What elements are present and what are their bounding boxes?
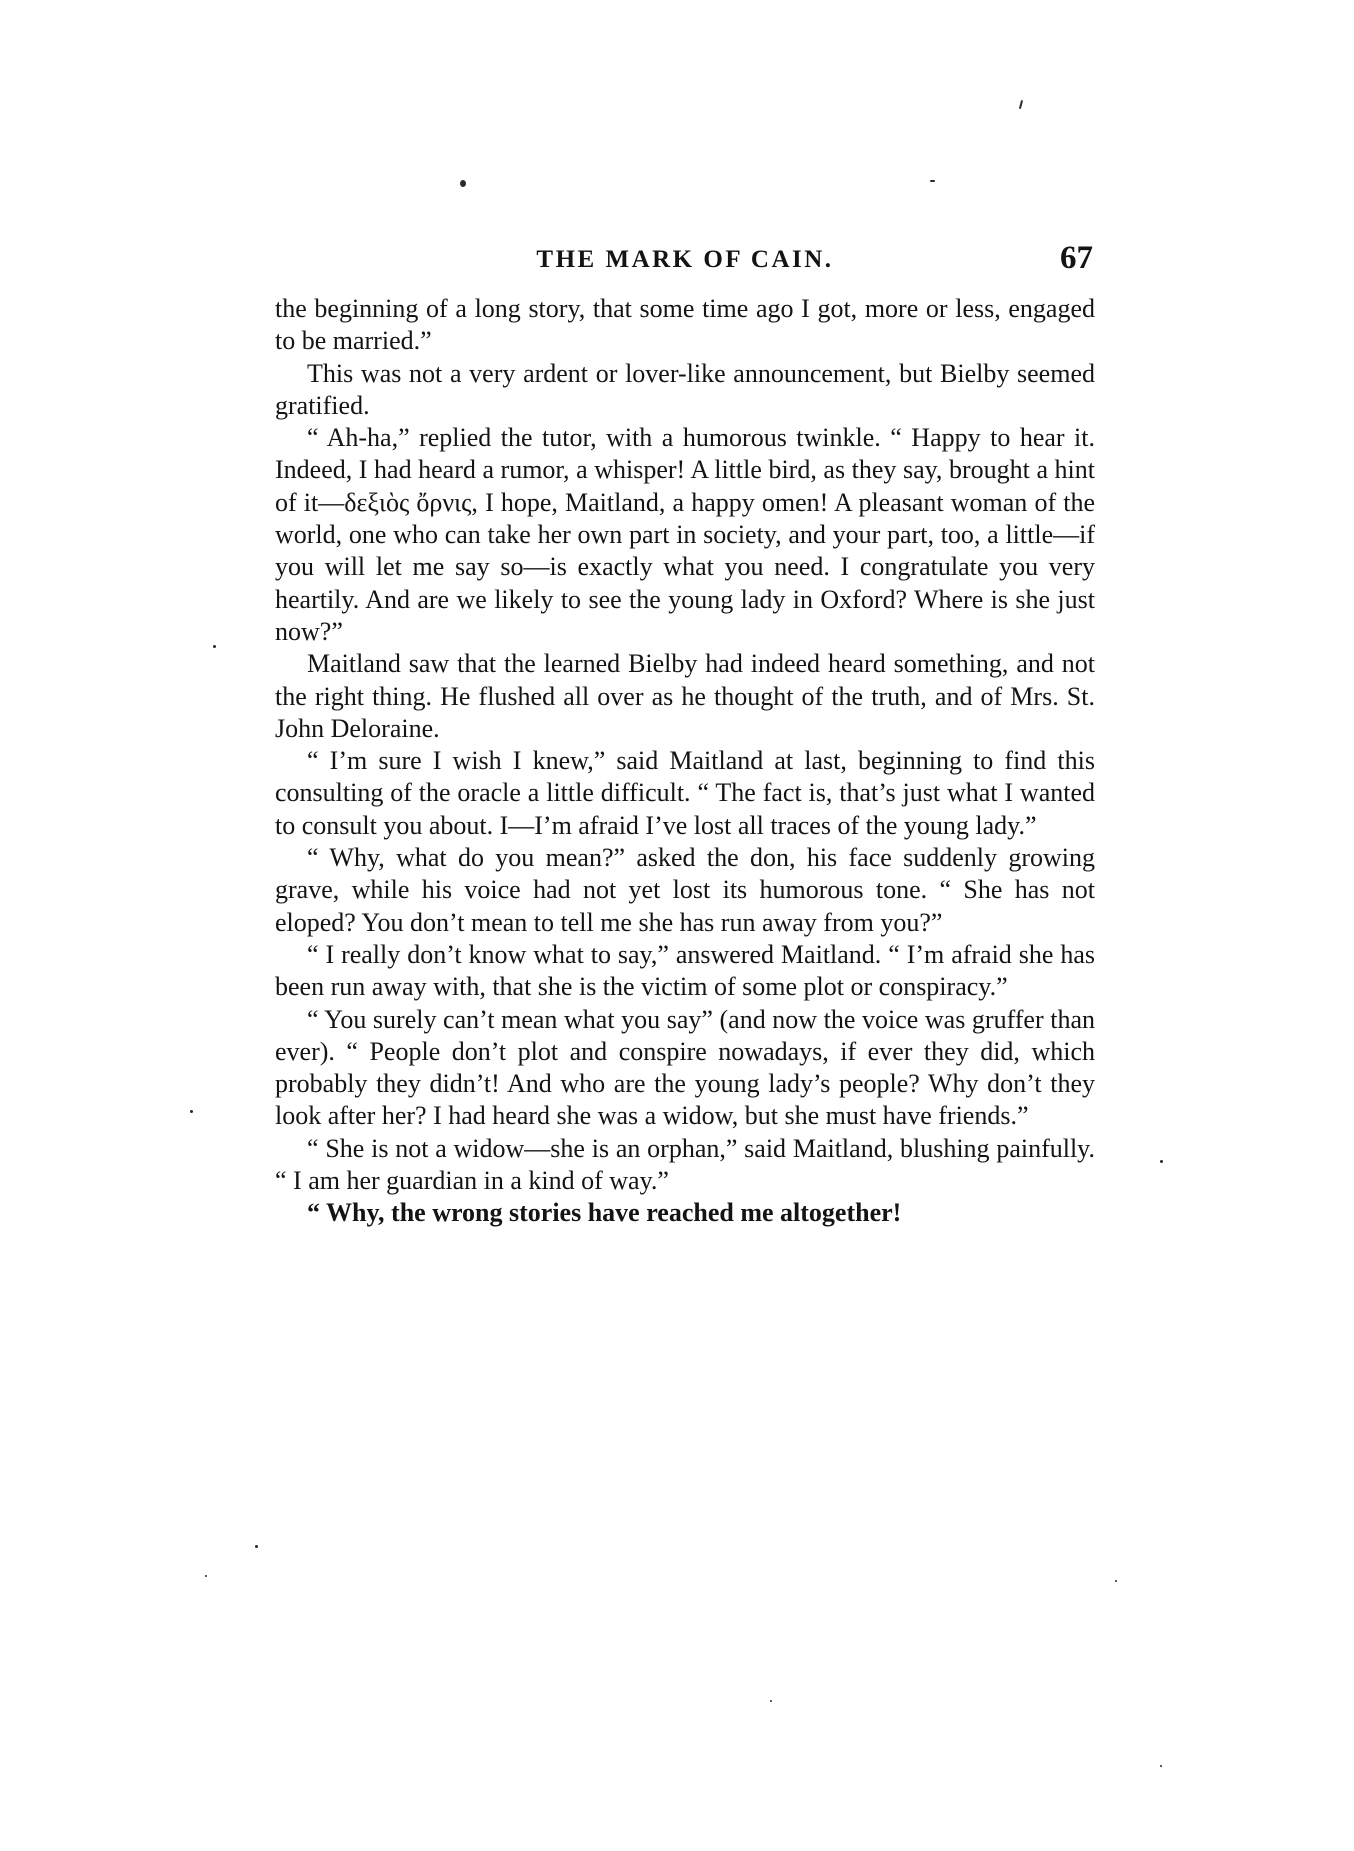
scan-speck [1115,1580,1117,1582]
scan-speck [1160,1765,1162,1767]
scan-speck [930,180,935,182]
scan-speck [205,1575,207,1577]
scan-speck [460,180,466,187]
scan-speck [1019,100,1023,109]
paragraph: This was not a very ardent or lover-like announcement, but Bielby seemed gratified. [275,358,1095,420]
paragraph: “ Ah-ha,” replied the tutor, with a humorous twinkle. “ Happy to hear it. Indeed, I had heard a rumor, a whisper! A little bird, as they say, brought a hint of it—δεξιὸς ὄρνις, I hope, Maitland, a happy omen! A pleasant woman of the world, one who can take her own part in society, and your part, too, a little—if you will let me say so—is exactly what you need. I congratulate you very heartily. And are we likely to see the young lady in Oxford? Where is she just now?” [275,423,1095,646]
paragraph: Maitland saw that the learned Bielby had indeed heard something, and not the right thing. He flushed all over as he thought of the truth, and of Mrs. St. John Deloraine. [275,649,1095,743]
running-head [275,240,1095,284]
scan-speck [213,645,216,648]
scan-speck [190,1110,193,1113]
paragraph: “ You surely can’t mean what you say” (and now the voice was gruffer than ever). “ People don’t plot and conspire nowadays, if ever they did, which probably they didn’t! And who are the young lady’s people? Why don’t they look after her? I had heard she was a widow, but she must have friends.” [275,1004,1095,1131]
paragraph: “ Why, the wrong stories have reached me altogether! [307,1198,902,1228]
scan-speck [255,1545,258,1548]
paragraph: “ I’m sure I wish I knew,” said Maitland at last, beginning to find this consulting of the oracle a little difficult. “ The fact is, that’s just what I wanted to consult you about. I—I’m afraid I’ve lost all traces of the young lady.” [275,746,1095,840]
scan-speck [1160,1160,1163,1163]
page-number: 67 [1060,240,1093,276]
scan-speck [770,1700,772,1702]
running-title: THE MARK OF CAIN. [536,246,834,273]
paragraph: “ I really don’t know what to say,” answered Maitland. “ I’m afraid she has been run away with, that she is the victim of some plot or conspiracy.” [275,939,1095,1002]
body-text [275,293,1095,1230]
paragraph: “ Why, what do you mean?” asked the don, his face suddenly growing grave, while his voice had not yet lost its humorous tone. “ She has not eloped? You don’t mean to tell me she has run away from you?” [275,843,1095,937]
paragraph: the beginning of a long story, that some time ago I got, more or less, engaged to be married.” [275,294,1095,356]
paragraph: “ She is not a widow—she is an orphan,” said Maitland, blushing painfully. “ I am her guardian in a kind of way.” [275,1133,1095,1196]
